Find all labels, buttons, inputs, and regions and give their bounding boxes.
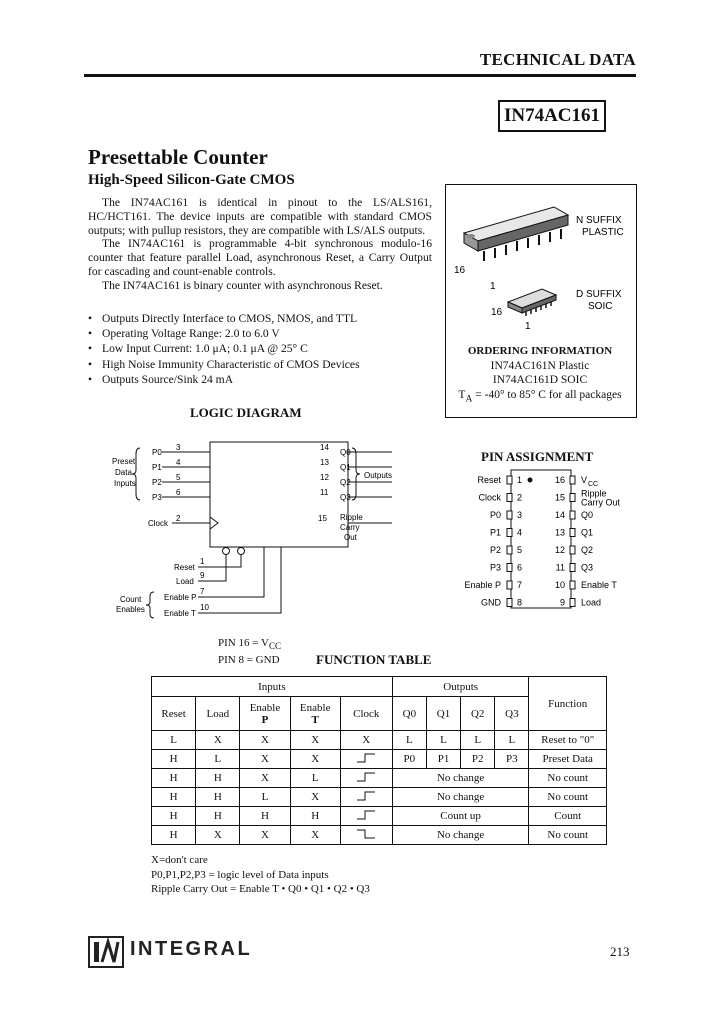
description-paragraph: The IN74AC161 is binary counter with asynchronous Reset. — [102, 278, 383, 292]
pin-left-name: Enable P — [464, 580, 501, 590]
q2-cell: L — [461, 731, 495, 750]
feature-item: • Outputs Source/Sink 24 mA — [88, 372, 432, 387]
pin-number: 7 — [200, 587, 205, 596]
q0-cell: L — [392, 731, 426, 750]
pin-right-number: 16 — [554, 475, 565, 485]
pin-left-number: 8 — [517, 597, 523, 608]
enable-p-cell: X — [240, 750, 290, 769]
output-label: Q3 — [340, 493, 351, 502]
pin1-marker — [528, 478, 533, 483]
q2-cell: P2 — [461, 750, 495, 769]
clock-cell — [340, 826, 392, 845]
pin-left-number: 6 — [517, 562, 523, 573]
pin-stub — [507, 511, 512, 519]
pin-number: 13 — [320, 458, 329, 467]
q1-header: Q1 — [426, 697, 460, 731]
ordering-info — [445, 344, 635, 406]
pin-right-name: Ripple — [581, 488, 607, 499]
load-cell: L — [196, 750, 240, 769]
pin-left-name: Reset — [477, 475, 501, 485]
reset-header: Reset — [152, 697, 196, 731]
function-cell: Count — [529, 807, 607, 826]
preset-label: Inputs — [114, 479, 136, 488]
outputs-label: Outputs — [364, 471, 393, 480]
pin16-note: PIN 16 = V — [218, 637, 269, 649]
soic-package-image — [508, 289, 556, 316]
enable-t-header — [290, 697, 340, 731]
pin-number: 10 — [200, 603, 209, 612]
enable-t-cell: X — [290, 826, 340, 845]
pin-right-name: Q3 — [581, 562, 594, 573]
falling-edge-icon — [355, 828, 377, 840]
ripple-label: Ripple — [340, 513, 363, 522]
description — [88, 196, 432, 293]
pin-right-number: 9 — [559, 597, 565, 608]
function-cell: No count — [529, 826, 607, 845]
feature-list — [88, 311, 432, 387]
function-table-title: FUNCTION TABLE — [316, 652, 432, 667]
output-label: Q0 — [340, 448, 351, 457]
clock-cell — [340, 750, 392, 769]
load-label: Load — [176, 577, 194, 586]
enable-p-header-line2: P — [261, 713, 269, 726]
page-subtitle: High-Speed Silicon-Gate CMOS — [88, 172, 295, 188]
pin-stub — [507, 476, 512, 484]
q2-header: Q2 — [461, 697, 495, 731]
ripple-label: Carry — [340, 523, 360, 532]
pin-right-number: 15 — [554, 492, 565, 503]
rising-edge-icon — [355, 790, 377, 802]
soic-pin1-label: 1 — [525, 321, 531, 332]
clock-cell — [340, 807, 392, 826]
input-label: P3 — [152, 493, 162, 502]
pin-number: 1 — [200, 557, 205, 566]
enable-t-label: Enable T — [164, 609, 196, 618]
ripple-label: Out — [344, 533, 357, 542]
clock-cell — [340, 769, 392, 788]
pin-number: 4 — [176, 458, 181, 467]
pin-left-number: 3 — [517, 510, 523, 520]
function-cell: Preset Data — [529, 750, 607, 769]
clock-cell — [340, 788, 392, 807]
enable-p-cell: H — [240, 807, 290, 826]
pin-right-number: 12 — [554, 545, 565, 555]
pin-stub — [507, 529, 512, 537]
enable-p-cell: X — [240, 826, 290, 845]
note-line: Ripple Carry Out = Enable T • Q0 • Q1 • Q2 • Q3 — [151, 883, 370, 895]
pin-number: 3 — [176, 443, 181, 452]
pin-right-number: 14 — [554, 510, 565, 520]
pin-number: 15 — [318, 514, 327, 523]
load-cell: X — [196, 826, 240, 845]
soic-pin16-label: 16 — [491, 307, 503, 318]
note-line: P0,P1,P2,P3 = logic level of Data inputs — [151, 868, 329, 881]
function-cell: No count — [529, 769, 607, 788]
count-enables-label: Count — [120, 595, 142, 604]
clock-label: Clock — [148, 519, 169, 528]
pin-right-number: 11 — [555, 562, 565, 573]
reset-cell: H — [152, 769, 196, 788]
pin-right-name: Q2 — [581, 545, 594, 555]
q3-cell: P3 — [495, 750, 529, 769]
preset-label: Preset — [112, 457, 136, 466]
pin-number: 6 — [176, 488, 181, 497]
pin-stub — [570, 494, 575, 502]
ta-subscript: A — [465, 392, 473, 404]
ta-range: = -40° to 85° C for all packages — [472, 388, 622, 401]
pin-number: 2 — [176, 514, 181, 523]
reset-label: Reset — [174, 563, 195, 572]
enable-p-label: Enable P — [164, 593, 197, 602]
pin-stub — [570, 599, 575, 607]
pin-left-number: 5 — [517, 545, 523, 555]
logic-diagram — [100, 430, 430, 640]
pin-stub — [507, 494, 512, 502]
clock-cell: X — [340, 731, 392, 750]
description-paragraph: The IN74AC161 is programmable 4-bit synchronous modulo-16 counter that feature parallel Load, asynchronous Reset, a Carry Output for cascading and count-enable controls. — [88, 237, 432, 278]
pin-left-name: P0 — [489, 510, 501, 520]
pin-right-name: V — [581, 475, 588, 485]
page-title: Presettable Counter — [88, 145, 268, 169]
enable-t-cell: X — [290, 750, 340, 769]
q1-cell: L — [426, 731, 460, 750]
rising-edge-icon — [355, 771, 377, 783]
outputs-cell: Count up — [392, 807, 529, 826]
pin-left-name: P2 — [489, 545, 501, 555]
table-row — [152, 807, 607, 826]
clock-header: Clock — [340, 697, 392, 731]
reset-cell: H — [152, 807, 196, 826]
dip-package-image — [464, 207, 568, 261]
enable-p-cell: L — [240, 788, 290, 807]
pin-number: 11 — [320, 488, 329, 497]
outputs-cell: No change — [392, 788, 529, 807]
reset-cell: H — [152, 788, 196, 807]
pin-power-note — [218, 636, 281, 667]
table-notes — [151, 853, 370, 897]
pin-stub — [507, 546, 512, 554]
pin-stub — [570, 581, 575, 589]
dip-pin16-label: 16 — [454, 265, 466, 276]
enable-p-header-line1: Enable — [249, 701, 281, 714]
pin-left-name: GND — [481, 597, 501, 608]
part-number-box: IN74AC161 — [498, 100, 606, 132]
enable-t-header-line2: T — [311, 713, 319, 726]
q3-header: Q3 — [495, 697, 529, 731]
table-row — [152, 826, 607, 845]
reset-cell: H — [152, 750, 196, 769]
pin-right-subscript: CC — [588, 481, 599, 488]
pin-right-name: Load — [581, 597, 602, 608]
feature-item: • Outputs Directly Interface to CMOS, NMOS, and TTL — [88, 311, 432, 326]
pin16-subscript: CC — [268, 641, 282, 652]
pin-right-name: Q0 — [581, 510, 594, 520]
input-label: P1 — [152, 463, 162, 472]
logic-diagram-title: LOGIC DIAGRAM — [190, 405, 302, 420]
pin-left-name: Clock — [478, 492, 501, 503]
function-cell: Reset to "0" — [529, 731, 607, 750]
table-row — [152, 769, 607, 788]
pin-left-number: 1 — [517, 475, 523, 485]
inputs-group-header: Inputs — [152, 677, 393, 697]
pin-right-name: Carry Out — [581, 497, 621, 508]
n-type-label: PLASTIC — [582, 227, 624, 238]
output-label: Q2 — [340, 478, 351, 487]
ta-symbol: T — [458, 388, 466, 401]
technical-data-header: TECHNICAL DATA — [479, 50, 636, 69]
pin-number: 12 — [320, 473, 329, 482]
ordering-title: ORDERING INFORMATION — [467, 345, 613, 357]
table-row — [152, 731, 607, 750]
pin-left-name: P3 — [489, 562, 501, 573]
pin-right-number: 13 — [554, 527, 565, 538]
q3-cell: L — [495, 731, 529, 750]
pin-left-number: 7 — [517, 580, 523, 590]
load-cell: X — [196, 731, 240, 750]
enable-t-cell: H — [290, 807, 340, 826]
ordering-temp — [445, 388, 635, 407]
pin-right-name: Enable T — [581, 580, 617, 590]
d-type-label: SOIC — [588, 301, 613, 312]
pin-number: 5 — [176, 473, 181, 482]
n-suffix-label: N SUFFIX — [576, 215, 622, 226]
pin-stub — [507, 599, 512, 607]
pin-number: 9 — [200, 571, 205, 580]
preset-label: Data — [115, 468, 132, 477]
pin-left-number: 4 — [517, 527, 523, 538]
pin-assignment-diagram — [455, 468, 635, 610]
integral-logo-icon — [88, 936, 124, 968]
enable-t-cell: X — [290, 788, 340, 807]
q0-header: Q0 — [392, 697, 426, 731]
page-number: 213 — [610, 944, 630, 959]
pin-stub — [570, 564, 575, 572]
enable-p-header — [240, 697, 290, 731]
enable-t-cell: X — [290, 731, 340, 750]
enable-t-header-line1: Enable — [299, 701, 331, 714]
pin-stub — [570, 529, 575, 537]
feature-item: • Low Input Current: 1.0 μA; 0.1 μA @ 25° C — [88, 341, 432, 356]
load-header: Load — [196, 697, 240, 731]
feature-item: • High Noise Immunity Characteristic of CMOS Devices — [88, 357, 432, 372]
pin-left-number: 2 — [517, 492, 523, 503]
load-cell: H — [196, 769, 240, 788]
enable-t-cell: L — [290, 769, 340, 788]
pin-stub — [570, 546, 575, 554]
description-paragraph: The IN74AC161 is identical in pinout to the LS/ALS161, HC/HCT161. The device inputs are compatible with standard CMOS outputs; with pullup resistors, they are compatible with LS/ALS outputs. — [88, 196, 432, 237]
pin-number: 14 — [320, 443, 329, 452]
load-cell: H — [196, 807, 240, 826]
input-label: P0 — [152, 448, 162, 457]
rising-edge-icon — [355, 752, 377, 764]
q1-cell: P1 — [426, 750, 460, 769]
pin-right-name: Q1 — [581, 527, 594, 538]
pin-assignment-title: PIN ASSIGNMENT — [481, 449, 594, 464]
function-header: Function — [529, 677, 607, 731]
ordering-line: IN74AC161N Plastic — [490, 359, 590, 372]
reset-cell: H — [152, 826, 196, 845]
dip-pin1-label: 1 — [490, 281, 496, 292]
outputs-cell: No change — [392, 826, 529, 845]
q0-cell: P0 — [392, 750, 426, 769]
output-label: Q1 — [340, 463, 351, 472]
pin-stub — [570, 511, 575, 519]
outputs-group-header: Outputs — [392, 677, 529, 697]
load-cell: H — [196, 788, 240, 807]
note-line: X=don't care — [151, 854, 208, 866]
enable-p-cell: X — [240, 769, 290, 788]
reset-cell: L — [152, 731, 196, 750]
pin8-note: PIN 8 = GND — [218, 654, 280, 667]
rising-edge-icon — [355, 809, 377, 821]
table-row — [152, 750, 607, 769]
ordering-line: IN74AC161D SOIC — [492, 374, 588, 386]
pin-stub — [507, 564, 512, 572]
pin-stub — [507, 581, 512, 589]
pin-stub — [570, 476, 575, 484]
feature-item: • Operating Voltage Range: 2.0 to 6.0 V — [88, 326, 432, 341]
outputs-cell: No change — [392, 769, 529, 788]
header-rule — [84, 74, 636, 77]
pin-left-name: P1 — [489, 527, 501, 538]
input-label: P2 — [152, 478, 162, 487]
d-suffix-label: D SUFFIX — [576, 289, 622, 300]
integral-logo-text: INTEGRAL — [130, 938, 253, 960]
function-table — [151, 676, 607, 845]
enable-p-cell: X — [240, 731, 290, 750]
function-cell: No count — [529, 788, 607, 807]
count-enables-label: Enables — [116, 605, 145, 614]
table-row — [152, 788, 607, 807]
pin-right-number: 10 — [554, 580, 565, 590]
